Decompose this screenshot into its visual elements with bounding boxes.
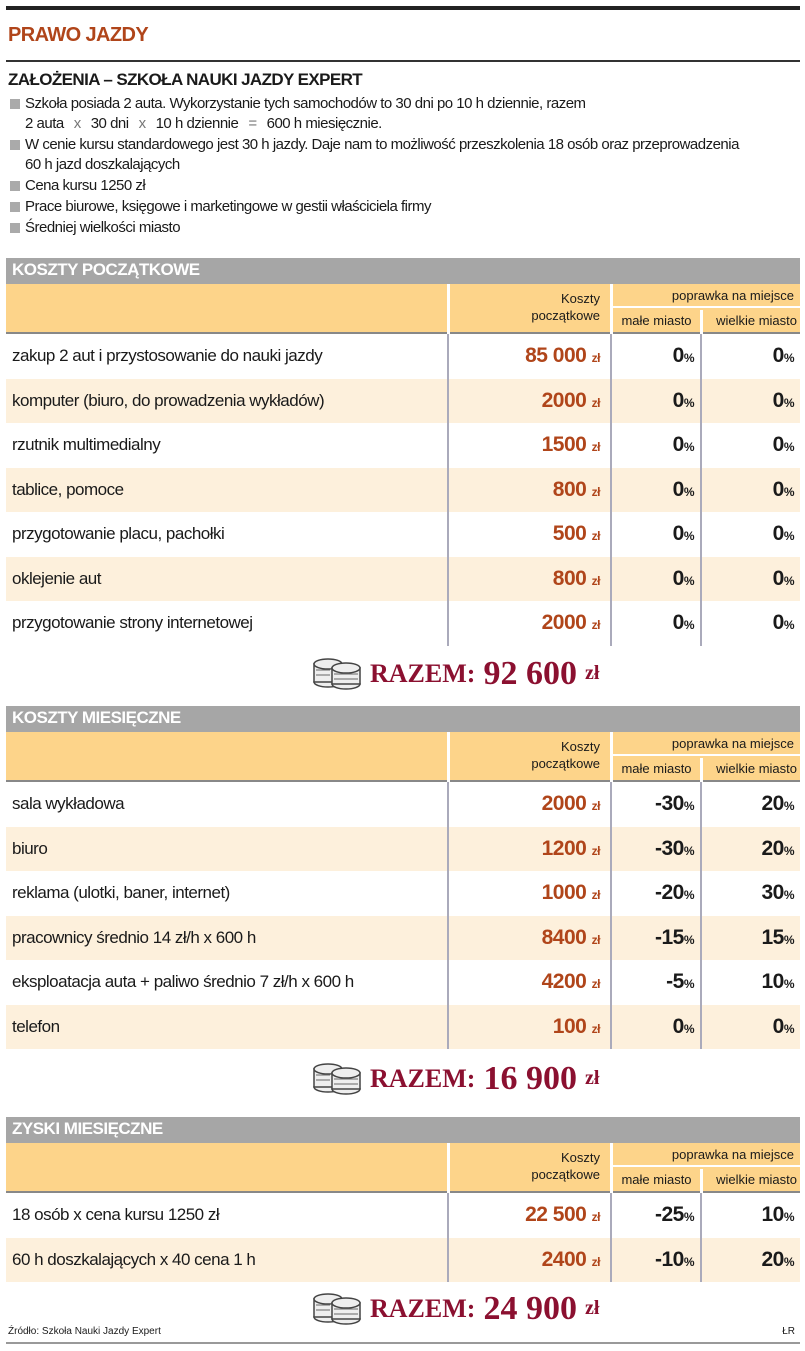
unit: zł xyxy=(591,618,600,632)
small-city-adjustment xyxy=(610,960,700,1005)
big-city-adjustment xyxy=(700,423,800,468)
big-city-adjustment xyxy=(700,1238,800,1283)
cost-section xyxy=(6,258,800,646)
section-total xyxy=(312,1057,599,1100)
formula-part: 600 h miesięcznie. xyxy=(266,115,382,132)
pct-sign: % xyxy=(683,799,694,813)
pct-sign: % xyxy=(683,1254,694,1269)
assumption-item: Średniej wielkości miasto xyxy=(8,218,798,238)
pct-number: 0 xyxy=(772,388,784,412)
assumption-text: 60 h jazd doszkalających xyxy=(25,156,180,173)
total-label: RAZEM: xyxy=(370,1293,476,1323)
pct-number: -30 xyxy=(654,836,684,860)
row-label: oklejenie aut xyxy=(12,568,101,588)
unit: zł xyxy=(591,351,600,365)
col-small-city: małe miasto xyxy=(613,310,703,334)
pct-sign: % xyxy=(783,1254,794,1269)
table-row xyxy=(6,871,800,916)
pct-sign: % xyxy=(683,440,694,454)
pct-sign: % xyxy=(783,484,794,499)
pct-number: 10 xyxy=(761,1203,784,1226)
value-number: 4200 xyxy=(541,970,587,993)
cost-value xyxy=(447,557,610,602)
unit: zł xyxy=(584,1297,600,1319)
row-label: rzutnik multimedialny xyxy=(12,435,161,454)
pct-number: 0 xyxy=(772,477,784,501)
pct-number: -10 xyxy=(654,1247,684,1271)
pct-sign: % xyxy=(783,573,794,588)
assumption-item xyxy=(8,94,798,134)
formula-part: 30 dni xyxy=(90,115,129,132)
cost-value xyxy=(447,601,610,646)
small-city-adjustment xyxy=(610,782,700,827)
pct-number: 0 xyxy=(672,433,684,456)
header-text: początkowe xyxy=(531,1167,600,1182)
value-number: 800 xyxy=(552,477,587,501)
big-city-adjustment xyxy=(700,334,800,379)
bottom-rule xyxy=(6,1342,800,1344)
col-adjustment-header xyxy=(610,284,800,334)
small-city-adjustment xyxy=(610,827,700,872)
pct-number: 0 xyxy=(672,477,684,501)
small-city-adjustment xyxy=(610,1193,700,1238)
pct-sign: % xyxy=(683,529,694,543)
big-city-adjustment xyxy=(700,512,800,557)
value-number: 500 xyxy=(552,522,587,545)
value-number: 2000 xyxy=(541,611,587,634)
header-text: Koszty xyxy=(560,291,600,306)
row-label: 18 osób x cena kursu 1250 zł xyxy=(12,1205,220,1224)
unit: zł xyxy=(591,888,600,902)
value-number: 22 500 xyxy=(525,1203,587,1226)
cost-value xyxy=(447,379,610,424)
row-label: zakup 2 aut i przystosowanie do nauki jazdy xyxy=(12,346,323,365)
header-text: poprawka na miejsce xyxy=(613,732,800,756)
header-text: poprawka na miejsce xyxy=(613,1143,800,1167)
col-adjustment-header xyxy=(610,1143,800,1193)
unit: zł xyxy=(591,799,600,813)
small-city-adjustment xyxy=(610,916,700,961)
big-city-adjustment xyxy=(700,468,800,513)
cost-value xyxy=(447,871,610,916)
cost-value xyxy=(447,468,610,513)
value-number: 8400 xyxy=(541,925,587,949)
pct-number: 0 xyxy=(772,433,784,456)
big-city-adjustment xyxy=(700,557,800,602)
pct-sign: % xyxy=(783,977,794,991)
value-number: 2000 xyxy=(541,792,587,815)
pct-sign: % xyxy=(683,618,694,632)
value-number: 800 xyxy=(552,566,587,590)
pct-number: 20 xyxy=(761,792,784,815)
top-rule xyxy=(6,6,800,10)
unit: zł xyxy=(584,1067,600,1089)
unit: zł xyxy=(591,843,600,858)
table-row xyxy=(6,601,800,646)
cost-value xyxy=(447,512,610,557)
coins-icon xyxy=(312,1057,362,1100)
column-headers xyxy=(6,732,800,782)
small-city-adjustment xyxy=(610,1005,700,1050)
pct-number: 0 xyxy=(772,344,784,367)
pct-number: 0 xyxy=(672,611,684,634)
section-title: ZYSKI MIESIĘCZNE xyxy=(6,1117,800,1143)
assumptions-heading: ZAŁOŻENIA – SZKOŁA NAUKI JAZDY EXPERT xyxy=(8,70,363,89)
unit: zł xyxy=(591,1254,600,1269)
big-city-adjustment xyxy=(700,782,800,827)
value-number: 2400 xyxy=(541,1247,587,1271)
pct-number: -20 xyxy=(654,881,684,904)
pct-sign: % xyxy=(783,618,794,632)
big-city-adjustment xyxy=(700,871,800,916)
divider xyxy=(6,60,800,62)
big-city-adjustment xyxy=(700,916,800,961)
pct-number: 0 xyxy=(672,344,684,367)
cost-value xyxy=(447,916,610,961)
pct-sign: % xyxy=(683,932,694,947)
pct-number: -5 xyxy=(666,970,684,993)
value-number: 2000 xyxy=(541,388,587,412)
col-adjustment-header xyxy=(610,732,800,782)
total-label: RAZEM: xyxy=(370,1063,476,1093)
row-label: pracownicy średnio 14 zł/h x 600 h xyxy=(12,927,256,947)
cost-value xyxy=(447,1238,610,1283)
table-row xyxy=(6,512,800,557)
col-big-city: wielkie miasto xyxy=(716,313,797,328)
row-label: przygotowanie placu, pachołki xyxy=(12,524,225,543)
row-label: komputer (biuro, do prowadzenia wykładów) xyxy=(12,390,325,410)
col-small-city: małe miasto xyxy=(613,1169,703,1193)
pct-sign: % xyxy=(783,351,794,365)
assumption-item xyxy=(8,135,798,175)
pct-sign: % xyxy=(683,573,694,588)
cost-value xyxy=(447,334,610,379)
pct-number: -15 xyxy=(654,925,684,949)
pct-number: 15 xyxy=(761,925,784,949)
small-city-adjustment xyxy=(610,871,700,916)
assumption-text: W cenie kursu standardowego jest 30 h jazdy. Daje nam to możliwość przeszkolenia 18 osób oraz przeprowadzenia xyxy=(25,136,739,153)
pct-sign: % xyxy=(783,440,794,454)
pct-number: 30 xyxy=(761,881,784,904)
pct-sign: % xyxy=(683,484,694,499)
section-title: KOSZTY POCZĄTKOWE xyxy=(6,258,800,284)
cost-value xyxy=(447,782,610,827)
table-row xyxy=(6,782,800,827)
pct-number: 20 xyxy=(761,1247,784,1271)
cost-value xyxy=(447,423,610,468)
small-city-adjustment xyxy=(610,468,700,513)
unit: zł xyxy=(584,662,600,684)
small-city-adjustment xyxy=(610,557,700,602)
table-row xyxy=(6,827,800,872)
row-label: przygotowanie strony internetowej xyxy=(12,613,253,632)
value-number: 100 xyxy=(552,1014,587,1038)
unit: zł xyxy=(591,573,600,588)
formula-op: = xyxy=(248,115,257,132)
formula-op: x xyxy=(138,115,146,132)
section-title: KOSZTY MIESIĘCZNE xyxy=(6,706,800,732)
value-number: 1000 xyxy=(541,881,587,904)
page-title: PRAWO JAZDY xyxy=(8,24,149,46)
cost-value xyxy=(447,960,610,1005)
pct-sign: % xyxy=(783,1210,794,1224)
col-big-city: wielkie miasto xyxy=(716,761,797,776)
value-number: 1500 xyxy=(541,433,587,456)
unit: zł xyxy=(591,977,600,991)
pct-sign: % xyxy=(783,395,794,410)
col-cost-header xyxy=(447,1143,610,1193)
col-small-city: małe miasto xyxy=(613,758,703,782)
total-value: 92 600 xyxy=(483,654,577,692)
row-label: tablice, pomoce xyxy=(12,479,124,499)
assumption-text: Szkoła posiada 2 auta. Wykorzystanie tych samochodów to 30 dni po 10 h dziennie, razem xyxy=(25,95,586,112)
unit: zł xyxy=(591,1021,600,1036)
value-number: 85 000 xyxy=(525,344,587,367)
cost-value xyxy=(447,1005,610,1050)
table-row xyxy=(6,468,800,513)
big-city-adjustment xyxy=(700,1005,800,1050)
author-initials: ŁR xyxy=(782,1326,795,1337)
pct-number: 0 xyxy=(672,388,684,412)
formula-op: x xyxy=(73,115,81,132)
unit: zł xyxy=(591,529,600,543)
pct-number: 20 xyxy=(761,836,784,860)
table-row xyxy=(6,1238,800,1283)
small-city-adjustment xyxy=(610,334,700,379)
column-headers xyxy=(6,1143,800,1193)
pct-sign: % xyxy=(783,888,794,902)
pct-sign: % xyxy=(683,843,694,858)
unit: zł xyxy=(591,932,600,947)
row-label: biuro xyxy=(12,838,48,858)
pct-sign: % xyxy=(683,351,694,365)
unit: zł xyxy=(591,484,600,499)
big-city-adjustment xyxy=(700,960,800,1005)
formula-part: 2 auta xyxy=(25,115,64,132)
pct-sign: % xyxy=(683,1210,694,1224)
total-label: RAZEM: xyxy=(370,658,476,688)
table-row xyxy=(6,334,800,379)
pct-number: 0 xyxy=(672,522,684,545)
pct-sign: % xyxy=(683,977,694,991)
table-row xyxy=(6,1193,800,1238)
header-text: początkowe xyxy=(531,756,600,771)
pct-sign: % xyxy=(783,843,794,858)
pct-number: 0 xyxy=(772,1014,784,1038)
pct-number: 0 xyxy=(772,611,784,634)
row-label: telefon xyxy=(12,1016,60,1036)
table-row xyxy=(6,960,800,1005)
pct-sign: % xyxy=(683,888,694,902)
total-value: 24 900 xyxy=(483,1289,577,1327)
row-label: 60 h doszkalających x 40 cena 1 h xyxy=(12,1249,256,1269)
cost-section xyxy=(6,1117,800,1282)
small-city-adjustment xyxy=(610,1238,700,1283)
unit: zł xyxy=(591,440,600,454)
source-note: Źródło: Szkoła Nauki Jazdy Expert xyxy=(8,1326,161,1337)
pct-number: -25 xyxy=(654,1203,684,1226)
col-big-city: wielkie miasto xyxy=(716,1172,797,1187)
column-headers xyxy=(6,284,800,334)
section-total xyxy=(312,652,599,695)
coins-icon xyxy=(312,1287,362,1330)
assumptions-list xyxy=(8,94,798,239)
table-row xyxy=(6,1005,800,1050)
value-number: 1200 xyxy=(541,836,587,860)
col-cost-header xyxy=(447,284,610,334)
pct-sign: % xyxy=(783,529,794,543)
pct-sign: % xyxy=(683,1021,694,1036)
pct-number: 10 xyxy=(761,970,784,993)
unit: zł xyxy=(591,1210,600,1224)
pct-sign: % xyxy=(783,1021,794,1036)
table-row xyxy=(6,557,800,602)
pct-sign: % xyxy=(783,799,794,813)
pct-number: 0 xyxy=(772,522,784,545)
table-row xyxy=(6,423,800,468)
pct-number: 0 xyxy=(672,566,684,590)
pct-sign: % xyxy=(683,395,694,410)
formula-part: 10 h dziennie xyxy=(155,115,239,132)
cost-value xyxy=(447,1193,610,1238)
assumption-item: Cena kursu 1250 zł xyxy=(8,176,798,196)
table-row xyxy=(6,916,800,961)
formula xyxy=(25,115,382,132)
small-city-adjustment xyxy=(610,379,700,424)
pct-number: -30 xyxy=(654,792,684,815)
assumption-item: Prace biurowe, księgowe i marketingowe w gestii właściciela firmy xyxy=(8,197,798,217)
cost-value xyxy=(447,827,610,872)
row-label: eksploatacja auta + paliwo średnio 7 zł/h x 600 h xyxy=(12,972,354,991)
table-row xyxy=(6,379,800,424)
col-cost-header xyxy=(447,732,610,782)
coins-icon xyxy=(312,652,362,695)
header-text: Koszty xyxy=(560,1150,600,1165)
header-text: poprawka na miejsce xyxy=(613,284,800,308)
cost-section xyxy=(6,706,800,1049)
big-city-adjustment xyxy=(700,1193,800,1238)
small-city-adjustment xyxy=(610,601,700,646)
total-value: 16 900 xyxy=(483,1059,577,1097)
small-city-adjustment xyxy=(610,423,700,468)
big-city-adjustment xyxy=(700,601,800,646)
section-total xyxy=(312,1287,599,1330)
unit: zł xyxy=(591,395,600,410)
small-city-adjustment xyxy=(610,512,700,557)
header-text: początkowe xyxy=(531,308,600,323)
header-text: Koszty xyxy=(560,739,600,754)
row-label: sala wykładowa xyxy=(12,794,125,813)
pct-number: 0 xyxy=(672,1014,684,1038)
big-city-adjustment xyxy=(700,827,800,872)
row-label: reklama (ulotki, baner, internet) xyxy=(12,883,230,902)
pct-sign: % xyxy=(783,932,794,947)
pct-number: 0 xyxy=(772,566,784,590)
big-city-adjustment xyxy=(700,379,800,424)
